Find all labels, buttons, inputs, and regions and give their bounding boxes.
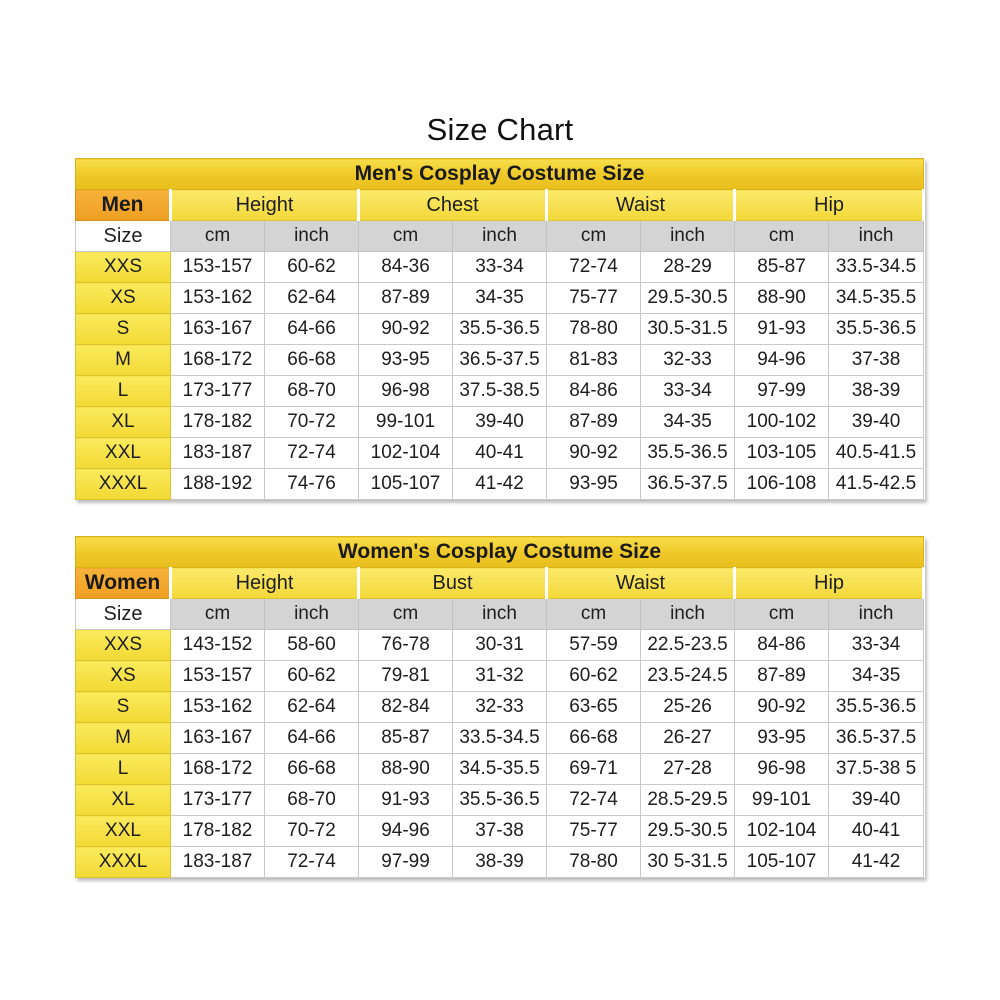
measurement-cell: 90-92 <box>547 438 641 469</box>
women-size-table <box>75 536 925 878</box>
measurement-cell: 168-172 <box>171 345 265 376</box>
table-row <box>76 816 924 847</box>
table-row <box>76 847 924 878</box>
measurement-cell: 39-40 <box>829 785 924 816</box>
measurement-cell: 62-64 <box>265 692 359 723</box>
size-label-cell: XXXL <box>76 469 171 500</box>
unit-header: cm <box>547 221 641 252</box>
measurement-cell: 99-101 <box>735 785 829 816</box>
measurement-cell: 90-92 <box>735 692 829 723</box>
measurement-cell: 143-152 <box>171 630 265 661</box>
group-header-row <box>76 568 924 599</box>
size-label-cell: XS <box>76 661 171 692</box>
group-header-height: Height <box>171 568 359 599</box>
size-label-cell: L <box>76 754 171 785</box>
measurement-cell: 74-76 <box>265 469 359 500</box>
table-row <box>76 438 924 469</box>
measurement-cell: 41-42 <box>453 469 547 500</box>
measurement-cell: 37.5-38.5 <box>453 376 547 407</box>
measurement-cell: 93-95 <box>359 345 453 376</box>
measurement-cell: 99-101 <box>359 407 453 438</box>
measurement-cell: 153-157 <box>171 252 265 283</box>
unit-header-row <box>76 599 924 630</box>
measurement-cell: 40.5-41.5 <box>829 438 924 469</box>
unit-header: cm <box>735 221 829 252</box>
measurement-cell: 33-34 <box>453 252 547 283</box>
measurement-cell: 32-33 <box>641 345 735 376</box>
size-column-label: Size <box>76 221 171 252</box>
unit-header: inch <box>829 599 924 630</box>
unit-header: inch <box>641 221 735 252</box>
size-label-cell: XXS <box>76 630 171 661</box>
measurement-cell: 91-93 <box>359 785 453 816</box>
table-row <box>76 376 924 407</box>
measurement-cell: 37-38 <box>453 816 547 847</box>
measurement-cell: 68-70 <box>265 785 359 816</box>
measurement-cell: 68-70 <box>265 376 359 407</box>
measurement-cell: 31-32 <box>453 661 547 692</box>
measurement-cell: 87-89 <box>735 661 829 692</box>
measurement-cell: 78-80 <box>547 847 641 878</box>
table-row <box>76 345 924 376</box>
measurement-cell: 34.5-35.5 <box>829 283 924 314</box>
group-header-row <box>76 190 924 221</box>
size-column-label: Size <box>76 599 171 630</box>
measurement-cell: 163-167 <box>171 314 265 345</box>
measurement-cell: 94-96 <box>359 816 453 847</box>
measurement-cell: 41-42 <box>829 847 924 878</box>
gender-label: Women <box>76 568 171 599</box>
measurement-cell: 40-41 <box>829 816 924 847</box>
measurement-cell: 57-59 <box>547 630 641 661</box>
measurement-cell: 63-65 <box>547 692 641 723</box>
measurement-cell: 76-78 <box>359 630 453 661</box>
measurement-cell: 84-86 <box>547 376 641 407</box>
measurement-cell: 178-182 <box>171 816 265 847</box>
measurement-cell: 36.5-37.5 <box>641 469 735 500</box>
measurement-cell: 102-104 <box>735 816 829 847</box>
unit-header: cm <box>547 599 641 630</box>
size-label-cell: XL <box>76 407 171 438</box>
measurement-cell: 93-95 <box>547 469 641 500</box>
unit-header: inch <box>265 599 359 630</box>
measurement-cell: 66-68 <box>547 723 641 754</box>
measurement-cell: 72-74 <box>265 438 359 469</box>
table-row <box>76 252 924 283</box>
measurement-cell: 33-34 <box>829 630 924 661</box>
table-row <box>76 407 924 438</box>
measurement-cell: 39-40 <box>453 407 547 438</box>
measurement-cell: 25-26 <box>641 692 735 723</box>
size-label-cell: XXL <box>76 438 171 469</box>
measurement-cell: 105-107 <box>735 847 829 878</box>
measurement-cell: 34.5-35.5 <box>453 754 547 785</box>
measurement-cell: 35.5-36.5 <box>453 314 547 345</box>
table-title: Men's Cosplay Costume Size <box>76 159 924 190</box>
measurement-cell: 70-72 <box>265 816 359 847</box>
table-row <box>76 469 924 500</box>
measurement-cell: 28-29 <box>641 252 735 283</box>
measurement-cell: 84-36 <box>359 252 453 283</box>
measurement-cell: 60-62 <box>265 252 359 283</box>
measurement-cell: 34-35 <box>829 661 924 692</box>
size-label-cell: XXL <box>76 816 171 847</box>
measurement-cell: 40-41 <box>453 438 547 469</box>
women-table-body <box>76 630 924 878</box>
measurement-cell: 36.5-37.5 <box>453 345 547 376</box>
table-row <box>76 314 924 345</box>
group-header-hip: Hip <box>735 190 924 221</box>
measurement-cell: 168-172 <box>171 754 265 785</box>
table-row <box>76 785 924 816</box>
unit-header: cm <box>171 221 265 252</box>
measurement-cell: 163-167 <box>171 723 265 754</box>
size-label-cell: M <box>76 345 171 376</box>
table-title-row <box>76 159 924 190</box>
size-label-cell: XL <box>76 785 171 816</box>
measurement-cell: 64-66 <box>265 723 359 754</box>
measurement-cell: 106-108 <box>735 469 829 500</box>
measurement-cell: 103-105 <box>735 438 829 469</box>
measurement-cell: 173-177 <box>171 785 265 816</box>
measurement-cell: 82-84 <box>359 692 453 723</box>
measurement-cell: 183-187 <box>171 438 265 469</box>
measurement-cell: 88-90 <box>359 754 453 785</box>
measurement-cell: 22.5-23.5 <box>641 630 735 661</box>
measurement-cell: 60-62 <box>547 661 641 692</box>
table-row <box>76 692 924 723</box>
measurement-cell: 29.5-30.5 <box>641 283 735 314</box>
measurement-cell: 34-35 <box>453 283 547 314</box>
measurement-cell: 72-74 <box>265 847 359 878</box>
table-title: Women's Cosplay Costume Size <box>76 537 924 568</box>
measurement-cell: 105-107 <box>359 469 453 500</box>
size-label-cell: XXS <box>76 252 171 283</box>
measurement-cell: 79-81 <box>359 661 453 692</box>
measurement-cell: 37.5-38 5 <box>829 754 924 785</box>
measurement-cell: 26-27 <box>641 723 735 754</box>
measurement-cell: 97-99 <box>735 376 829 407</box>
measurement-cell: 62-64 <box>265 283 359 314</box>
measurement-cell: 178-182 <box>171 407 265 438</box>
measurement-cell: 70-72 <box>265 407 359 438</box>
measurement-cell: 69-71 <box>547 754 641 785</box>
unit-header: cm <box>171 599 265 630</box>
measurement-cell: 94-96 <box>735 345 829 376</box>
men-size-table <box>75 158 925 500</box>
measurement-cell: 38-39 <box>829 376 924 407</box>
measurement-cell: 96-98 <box>735 754 829 785</box>
measurement-cell: 88-90 <box>735 283 829 314</box>
measurement-cell: 33.5-34.5 <box>453 723 547 754</box>
measurement-cell: 87-89 <box>359 283 453 314</box>
measurement-cell: 91-93 <box>735 314 829 345</box>
group-header-bust: Bust <box>359 568 547 599</box>
size-label-cell: S <box>76 314 171 345</box>
group-header-hip: Hip <box>735 568 924 599</box>
unit-header: cm <box>735 599 829 630</box>
measurement-cell: 35.5-36.5 <box>453 785 547 816</box>
measurement-cell: 27-28 <box>641 754 735 785</box>
measurement-cell: 153-162 <box>171 692 265 723</box>
measurement-cell: 85-87 <box>735 252 829 283</box>
measurement-cell: 100-102 <box>735 407 829 438</box>
measurement-cell: 32-33 <box>453 692 547 723</box>
measurement-cell: 35.5-36.5 <box>641 438 735 469</box>
unit-header: inch <box>453 599 547 630</box>
measurement-cell: 93-95 <box>735 723 829 754</box>
unit-header: inch <box>453 221 547 252</box>
measurement-cell: 39-40 <box>829 407 924 438</box>
measurement-cell: 28.5-29.5 <box>641 785 735 816</box>
measurement-cell: 41.5-42.5 <box>829 469 924 500</box>
unit-header: inch <box>641 599 735 630</box>
measurement-cell: 35.5-36.5 <box>829 314 924 345</box>
measurement-cell: 153-157 <box>171 661 265 692</box>
measurement-cell: 72-74 <box>547 785 641 816</box>
table-title-row <box>76 537 924 568</box>
measurement-cell: 33.5-34.5 <box>829 252 924 283</box>
measurement-cell: 38-39 <box>453 847 547 878</box>
measurement-cell: 96-98 <box>359 376 453 407</box>
size-label-cell: XS <box>76 283 171 314</box>
measurement-cell: 30.5-31.5 <box>641 314 735 345</box>
measurement-cell: 81-83 <box>547 345 641 376</box>
size-label-cell: L <box>76 376 171 407</box>
measurement-cell: 29.5-30.5 <box>641 816 735 847</box>
group-header-waist: Waist <box>547 568 735 599</box>
measurement-cell: 36.5-37.5 <box>829 723 924 754</box>
group-header-waist: Waist <box>547 190 735 221</box>
measurement-cell: 75-77 <box>547 283 641 314</box>
measurement-cell: 183-187 <box>171 847 265 878</box>
size-label-cell: S <box>76 692 171 723</box>
gender-label: Men <box>76 190 171 221</box>
size-label-cell: XXXL <box>76 847 171 878</box>
table-row <box>76 754 924 785</box>
page-title: Size Chart <box>426 112 574 147</box>
measurement-cell: 30 5-31.5 <box>641 847 735 878</box>
measurement-cell: 173-177 <box>171 376 265 407</box>
unit-header: cm <box>359 599 453 630</box>
unit-header: inch <box>829 221 924 252</box>
measurement-cell: 87-89 <box>547 407 641 438</box>
unit-header: inch <box>265 221 359 252</box>
measurement-cell: 37-38 <box>829 345 924 376</box>
men-table-body <box>76 252 924 500</box>
measurement-cell: 23.5-24.5 <box>641 661 735 692</box>
measurement-cell: 84-86 <box>735 630 829 661</box>
measurement-cell: 35.5-36.5 <box>829 692 924 723</box>
measurement-cell: 34-35 <box>641 407 735 438</box>
measurement-cell: 188-192 <box>171 469 265 500</box>
table-row <box>76 283 924 314</box>
table-row <box>76 630 924 661</box>
unit-header-row <box>76 221 924 252</box>
measurement-cell: 60-62 <box>265 661 359 692</box>
measurement-cell: 72-74 <box>547 252 641 283</box>
measurement-cell: 66-68 <box>265 345 359 376</box>
measurement-cell: 30-31 <box>453 630 547 661</box>
measurement-cell: 97-99 <box>359 847 453 878</box>
size-label-cell: M <box>76 723 171 754</box>
measurement-cell: 33-34 <box>641 376 735 407</box>
measurement-cell: 66-68 <box>265 754 359 785</box>
table-row <box>76 723 924 754</box>
measurement-cell: 102-104 <box>359 438 453 469</box>
measurement-cell: 58-60 <box>265 630 359 661</box>
table-row <box>76 661 924 692</box>
group-header-chest: Chest <box>359 190 547 221</box>
measurement-cell: 90-92 <box>359 314 453 345</box>
group-header-height: Height <box>171 190 359 221</box>
measurement-cell: 85-87 <box>359 723 453 754</box>
measurement-cell: 64-66 <box>265 314 359 345</box>
measurement-cell: 78-80 <box>547 314 641 345</box>
measurement-cell: 75-77 <box>547 816 641 847</box>
measurement-cell: 153-162 <box>171 283 265 314</box>
unit-header: cm <box>359 221 453 252</box>
